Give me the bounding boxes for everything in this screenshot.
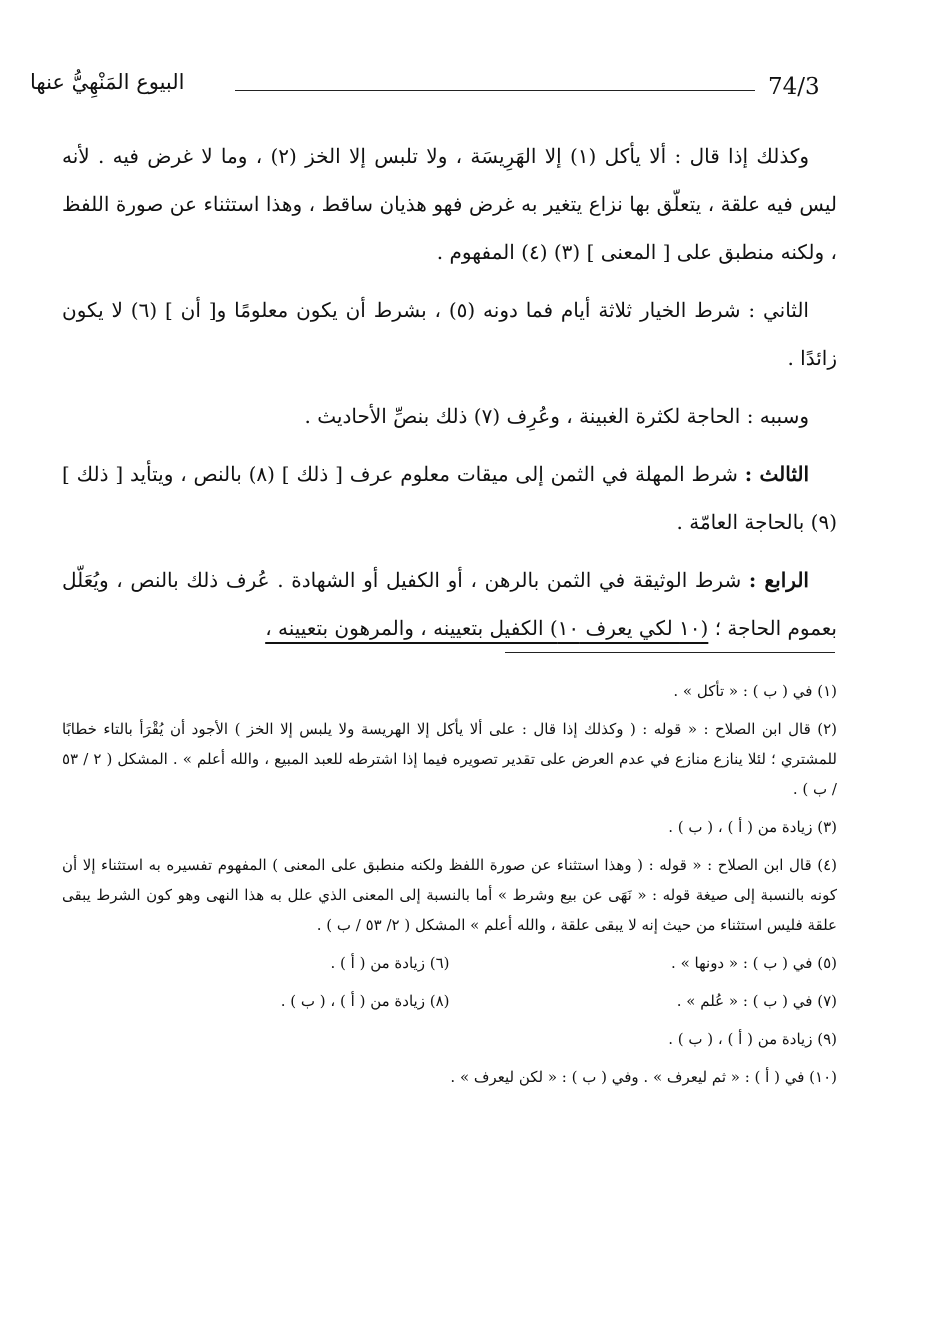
footnote-1: (١) في ( ب ) : « تأكل » . [673, 682, 837, 700]
page-header [30, 70, 845, 112]
footnote-9: (٩) زيادة من ( أ ) ، ( ب ) . [668, 1030, 837, 1048]
footnote-row-7-8 [62, 986, 837, 1016]
footnote-10: (١٠) في ( أ ) : « ثم ليعرف » . وفي ( ب ) : « لكن ليعرف » . [450, 1068, 837, 1086]
paragraph-5-text: شرط الوثيقة في الثمن بالرهن ، أو الكفيل أو الشهادة . عُرف ذلك بالنص ، ويُعَلّل بعموم الحاجة ؛ [62, 568, 837, 640]
footnotes [62, 676, 837, 1100]
main-text [62, 132, 837, 662]
paragraph-4-label: الثالث : [744, 462, 810, 486]
paragraph-4-text: شرط المهلة في الثمن إلى ميقات معلوم عرف [ ذلك ] (٨) بالنص ، ويتأيد [ ذلك ] (٩) بالحاجة العامّة . [62, 462, 837, 534]
paragraph-5-label: الرابع : [748, 568, 809, 592]
running-title: البيوع المَنْهِيُّ عنها [30, 70, 185, 94]
paragraph-2: الثاني : شرط الخيار ثلاثة أيام فما دونه (٥) ، بشرط أن يكون معلومًا و[ أن ] (٦) لا يكون زائدًا . [62, 298, 837, 370]
footnote-8: (٨) زيادة من ( أ ) ، ( ب ) . [280, 992, 450, 1010]
footnote-divider [505, 652, 835, 653]
footnote-4: (٤) قال ابن الصلاح : « قوله : ( وهذا استثناء عن صورة اللفظ ولكنه منطبق على المعنى ) المفهوم تفسيره به استثناء إلا أن كونه بالنسبة إلى صيغة قوله : « نَهَى عن بيع وشرط » أما بالنسبة إلى المعنى الذي علل به هذا النهى وهو كون الشرط يبقى علقة فليس استثناء من حيث إنه لا يبقى علقة ، والله أعلم » المشكل ( ٢/ ٥٣ / ب ) . [62, 856, 837, 934]
footnote-7: (٧) في ( ب ) : « عُلم » . [676, 992, 837, 1010]
paragraph-3: وسببه : الحاجة لكثرة الغبينة ، وعُرِف (٧) ذلك بنصِّ الأحاديث . [304, 404, 809, 428]
paragraph-5-underlined-text: (١٠ لكي يعرف ١٠) الكفيل بتعيينه ، والمرهون بتعيينه ، [265, 616, 709, 640]
page-number: 74/3 [768, 74, 820, 100]
footnote-row-5-6 [62, 948, 837, 978]
paragraph-1: وكذلك إذا قال : ألا يأكل (١) إلا الهَرِيسَة ، ولا تلبس إلا الخز (٢) ، وما لا غرض فيه . لأنه ليس فيه علقة ، يتعلّق بها نزاع يتغير به غرض فهو هذيان ساقط ، وهذا استثناء عن صورة اللفظ ، ولكنه منطبق على [ المعنى ] (٣) (٤) المفهوم . [62, 144, 837, 264]
footnote-6: (٦) زيادة من ( أ ) . [330, 954, 450, 972]
footnote-2: (٢) قال ابن الصلاح : « قوله : ( وكذلك إذا قال : على ألا يأكل إلا الهريسة ولا يلبس إلا الخز ) الأجود أن يُقْرَأ بالتاء خطابًا للمشتري ؛ لئلا ينازع منازع في عدم العرض على تقدير تصويره فيما إذا اشترطه للعبد المبيع ، والله أعلم » . المشكل ( ٢ / ٥٣ / ب ) . [62, 720, 838, 798]
header-rule [235, 90, 755, 91]
footnote-3: (٣) زيادة من ( أ ) ، ( ب ) . [668, 818, 837, 836]
paragraph-5 [62, 556, 837, 652]
paragraph-4 [62, 450, 837, 546]
footnote-5: (٥) في ( ب ) : « دونها » . [671, 954, 837, 972]
